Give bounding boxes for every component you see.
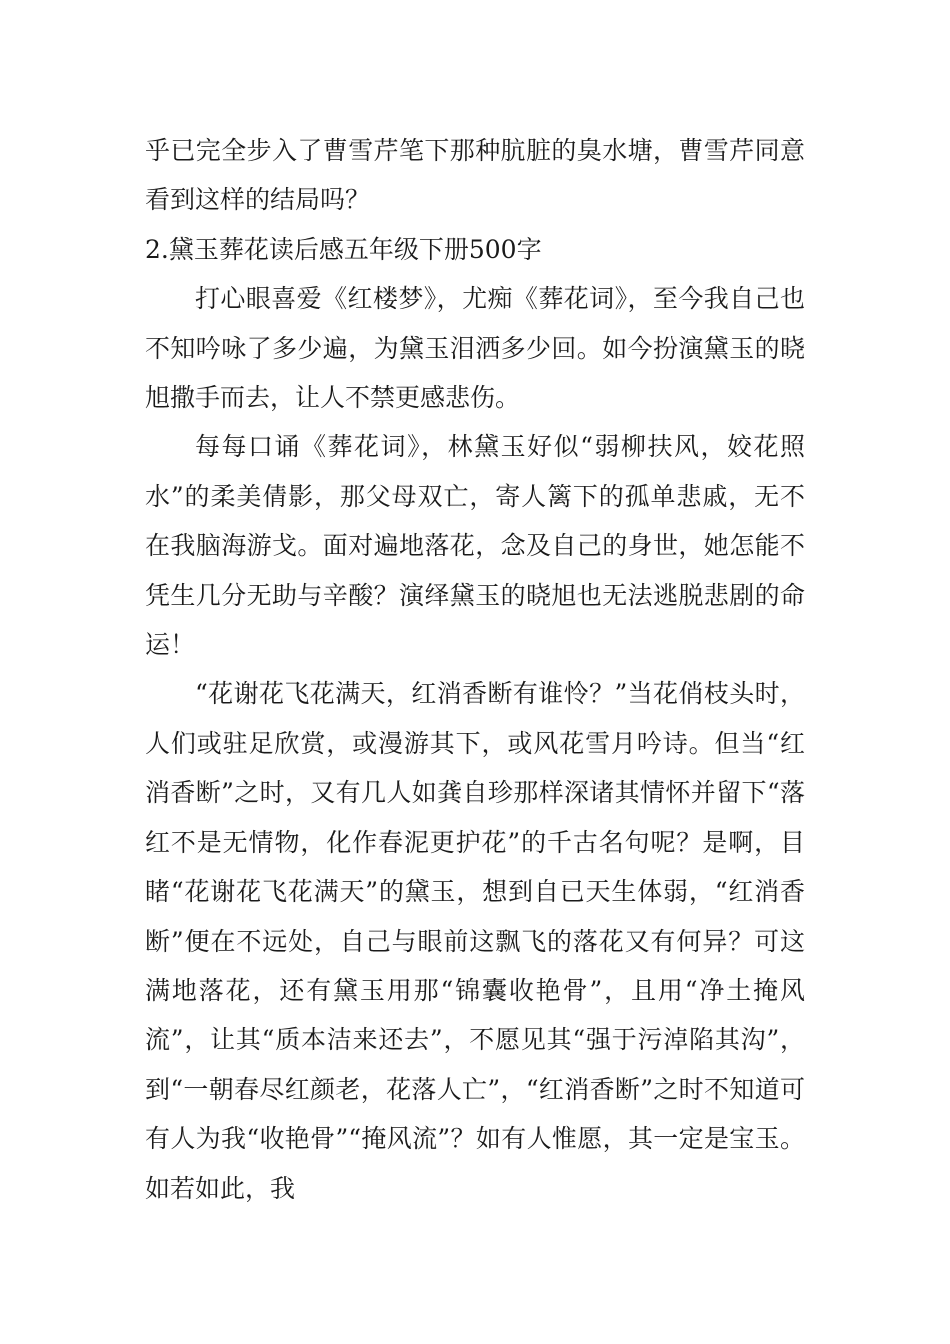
section-heading: 2.黛玉葬花读后感五年级下册500字 bbox=[145, 234, 542, 264]
paragraph: 打心眼喜爱《红楼梦》，尤痴《葬花词》，至今我自己也不知吟咏了多少遍，为黛玉泪洒多少回。如今扮演黛玉的晓旭撒手而去，让人不禁更感悲伤。 bbox=[145, 284, 805, 413]
document-body bbox=[145, 126, 805, 1213]
paragraph: 每每口诵《葬花词》，林黛玉好似“弱柳扶风，姣花照水”的柔美倩影，那父母双亡，寄人篱下的孤单悲戚，无不在我脑海游戈。面对遍地落花，念及自己的身世，她怎能不凭生几分无助与辛酸？演绎黛玉的晓旭也无法逃脱悲剧的命运！ bbox=[145, 432, 805, 660]
paragraph-continuation: 乎已完全步入了曹雪芹笔下那种肮脏的臭水塘，曹雪芹同意看到这样的结局吗？ bbox=[145, 136, 805, 215]
paragraph: “花谢花飞花满天，红消香断有谁怜？”当花俏枝头时，人们或驻足欣赏，或漫游其下，或风花雪月吟诗。但当“红消香断”之时，又有几人如龚自珍那样深诸其情怀并留下“落红不是无情物，化作春泥更护花”的千古名句呢？是啊，目睹“花谢花飞花满天”的黛玉，想到自已天生体弱，“红消香断”便在不远处，自己与眼前这飘飞的落花又有何异？可这满地落花，还有黛玉用那“锦囊收艳骨”，且用“净土掩风流”，让其“质本洁来还去”，不愿见其“强于污淖陷其沟”，到“一朝春尽红颜老，花落人亡”，“红消香断”之时不知道可有人为我“收艳骨”“掩风流”？如有人惟愿，其一定是宝玉。如若如此，我 bbox=[145, 679, 805, 1203]
